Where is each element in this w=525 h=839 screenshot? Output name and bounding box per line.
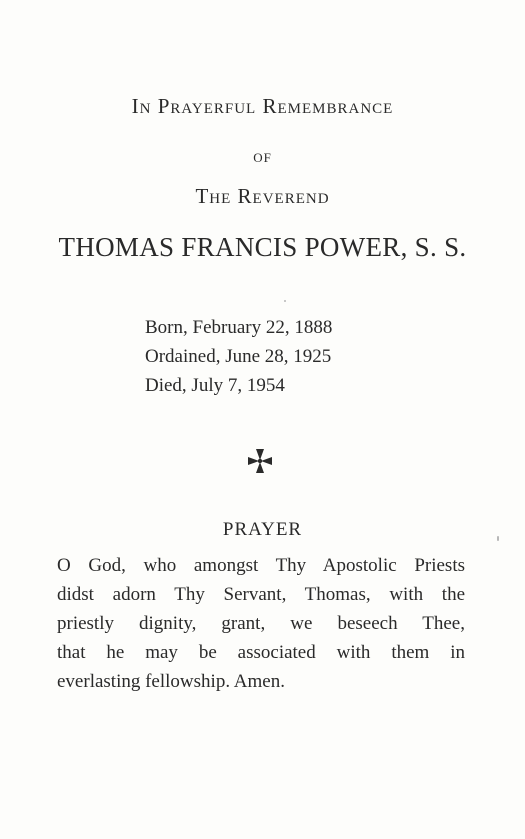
reverend-title: The Reverend [195, 184, 330, 208]
remembrance-heading: In Prayerful Remembrance [131, 94, 394, 118]
deceased-name: THOMAS FRANCIS POWER, S. S. [58, 232, 467, 262]
of-line: of [253, 146, 272, 167]
prayer-line: priestly dignity, grant, we beseech Thee, [57, 613, 465, 634]
cross-pattee-icon [245, 446, 275, 476]
prayer-line: O God, who amongst Thy Apostolic Priests [57, 555, 465, 576]
ordained-date: Ordained, June 28, 1925 [145, 346, 332, 367]
prayer-line: everlasting fellowship. Amen. [57, 671, 285, 692]
life-dates [145, 313, 332, 400]
paper-speck [497, 536, 499, 541]
paper-speck [284, 300, 286, 302]
prayer-line: that he may be associated with them in [57, 642, 465, 663]
prayer-heading: PRAYER [222, 519, 303, 540]
born-date: Born, February 22, 1888 [145, 317, 333, 338]
prayer-line: didst adorn Thy Servant, Thomas, with the [57, 584, 465, 605]
died-date: Died, July 7, 1954 [145, 375, 285, 396]
prayer-text [57, 551, 465, 696]
